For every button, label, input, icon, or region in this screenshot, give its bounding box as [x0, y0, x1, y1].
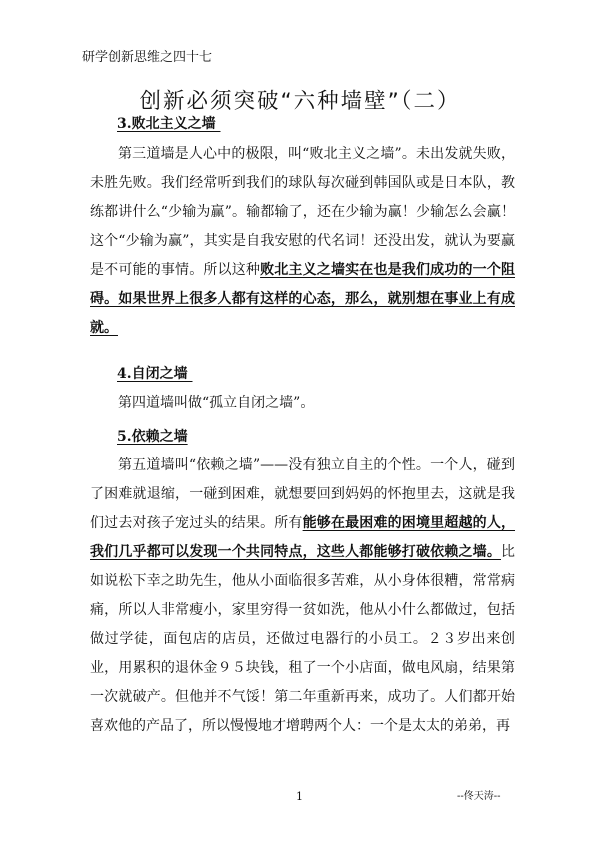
section-heading-dependence: 5.依赖之墙: [117, 429, 188, 445]
paragraph-defeatism: [90, 140, 515, 343]
series-label: 研学创新思维之四十七: [82, 50, 213, 65]
page-number: 1: [296, 790, 303, 803]
paragraph-dependence: [90, 451, 515, 741]
section-heading-defeatism: 3.败北主义之墙: [117, 116, 221, 132]
document-title: 创新必须突破“六种墙壁”（二）: [139, 89, 461, 115]
section-heading-isolation: 4.自闭之墙: [117, 366, 193, 382]
author-signature: --佟天涛--: [457, 791, 501, 802]
paragraph-text: 第三道墙是人心中的极限，叫“败北主义之墙”。未出发就失败，未胜先败。我们经常听到我们的球队每次碰到韩国队或是日本队，教练都讲什么“少输为赢”。输都输了，还在少输为赢！少输怎么会赢！这个“少输为赢”，其实是自我安慰的代名词！还没出发，就认为要赢是不可能的事情。所以这种: [90, 146, 515, 278]
emphasized-text: 败北主义之墙实在也是我们成功的一个阻碍。如果世界上很多人都有这样的心态，那么，就别想在事业上有成就。: [90, 262, 516, 336]
paragraph-isolation: [90, 389, 515, 418]
paragraph-text: 第五道墙叫“依赖之墙”——没有独立自主的个性。一个人，碰到了困难就退缩，一碰到困难，就想要回到妈妈的怀抱里去，这就是我们过去对孩子宠过头的结果。所有: [90, 457, 515, 531]
emphasized-text: 能够在最困难的困境里超越的人，我们几乎都可以发现一个共同特点，这些人都能够打破依赖之墙。: [90, 515, 516, 560]
paragraph-text: 比如说松下幸之助先生，他从小面临很多苦难，从小身体很糟，常常病痛，所以人非常瘦小，家里穷得一贫如洗，他从小什么都做过，包括做过学徒，面包店的店员，还做过电器行的小员工。２３岁出来创业，用累积的退休金９５块钱，租了一个小店面，做电风扇，结果第一次就破产。但他并不气馁！第二年重新再来，成功了。人们都开始喜欢他的产品了，所以慢慢地才增聘两个人：一个是太太的弟弟，再: [90, 544, 515, 734]
paragraph-text: 第四道墙叫做“孤立自闭之墙”。: [118, 395, 315, 411]
